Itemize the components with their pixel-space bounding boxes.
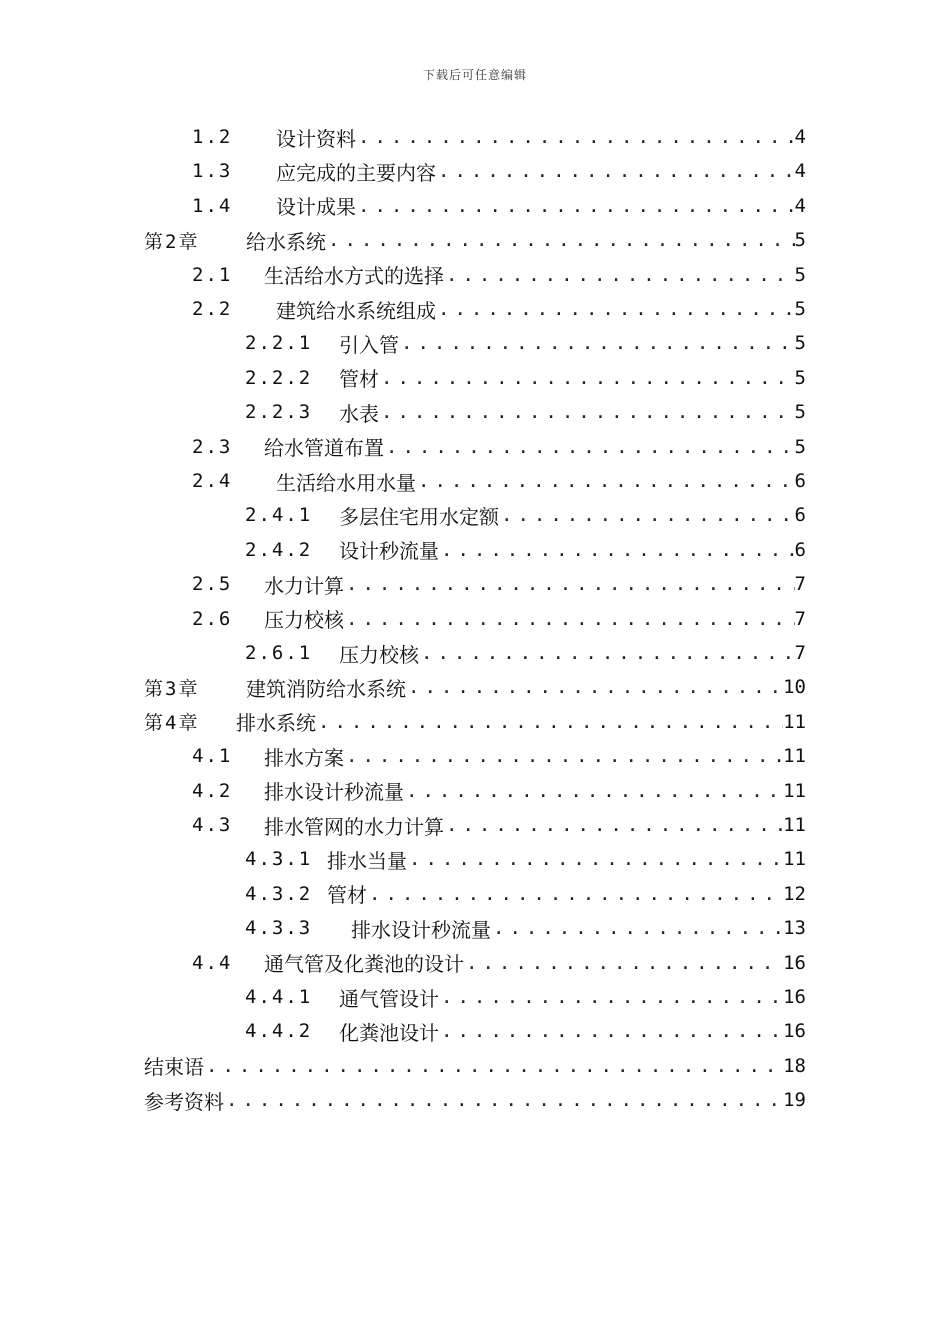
toc-entry-page: 4 <box>794 126 806 148</box>
toc-entry-number: 2.2.2 <box>245 366 313 389</box>
toc-entry-page: 11 <box>783 848 806 871</box>
toc-entry[interactable] <box>245 911 806 945</box>
toc-entry-title: 通气管及化粪池的设计 <box>264 952 464 977</box>
toc-entry-number: 4.4.1 <box>245 986 313 1008</box>
toc-entry-title: 水力计算 <box>264 573 344 598</box>
toc-entry[interactable] <box>245 498 806 532</box>
toc-entry[interactable] <box>192 739 806 773</box>
toc-entry-page: 11 <box>783 814 806 836</box>
toc-entry[interactable] <box>192 120 806 154</box>
toc-entry-page: 11 <box>783 710 806 733</box>
toc-dot-leader <box>367 883 783 905</box>
toc-entry-page: 18 <box>783 1054 806 1077</box>
toc-dot-leader <box>444 814 783 836</box>
toc-dot-leader <box>344 745 783 767</box>
toc-dot-leader <box>404 780 783 802</box>
toc-entry-title: 水表 <box>339 401 379 426</box>
toc-entry-title: 多层住宅用水定额 <box>339 504 499 529</box>
toc-entry-page: 5 <box>794 401 806 424</box>
toc-dot-leader <box>407 848 783 870</box>
toc-dot-leader <box>439 986 783 1008</box>
toc-entry-title: 排水当量 <box>327 848 407 873</box>
toc-entry[interactable] <box>192 292 806 326</box>
toc-entry-page: 5 <box>794 263 806 286</box>
toc-entry-title: 结束语 <box>144 1055 204 1080</box>
toc-entry[interactable] <box>245 877 806 911</box>
toc-entry-title: 建筑给水系统组成 <box>276 298 436 323</box>
toc-entry[interactable] <box>192 946 806 980</box>
toc-entry-title: 参考资料 <box>144 1089 224 1114</box>
toc-dot-leader <box>379 367 795 389</box>
toc-entry[interactable] <box>192 774 806 808</box>
toc-entry-page: 13 <box>783 917 806 940</box>
toc-entry-title: 排水设计秒流量 <box>264 780 404 805</box>
toc-entry-title: 压力校核 <box>339 642 419 667</box>
toc-entry-page: 16 <box>783 1020 806 1043</box>
toc-entry-number: 1.4 <box>192 194 233 217</box>
toc-entry-page: 6 <box>794 470 806 492</box>
toc-entry-number: 2.4.2 <box>245 538 313 561</box>
toc-entry[interactable] <box>245 1014 806 1048</box>
toc-entry[interactable] <box>144 1049 806 1083</box>
toc-entry-page: 16 <box>783 986 806 1008</box>
toc-dot-leader <box>491 917 783 939</box>
toc-dot-leader <box>344 573 795 595</box>
page-header: 下载后可任意编辑 <box>422 68 527 82</box>
toc-entry-number: 第4章 <box>144 712 200 735</box>
toc-entry-title: 管材 <box>339 367 379 392</box>
toc-entry-number: 第3章 <box>144 677 200 700</box>
toc-entry-number: 4.3 <box>192 814 233 836</box>
toc-entry-title: 生活给水方式的选择 <box>264 264 444 289</box>
toc-dot-leader <box>204 1055 783 1077</box>
toc-entry-number: 2.3 <box>192 435 233 458</box>
toc-entry[interactable] <box>245 533 806 567</box>
toc-entry-page: 5 <box>794 332 806 355</box>
toc-entry-number: 1.2 <box>192 126 233 148</box>
toc-entry-page: 6 <box>794 504 806 527</box>
toc-dot-leader <box>399 332 795 354</box>
toc-entry[interactable] <box>192 154 806 188</box>
toc-entry[interactable] <box>144 1083 806 1117</box>
toc-entry-title: 排水设计秒流量 <box>351 917 491 942</box>
toc-entry[interactable] <box>192 189 806 223</box>
toc-dot-leader <box>444 264 795 286</box>
toc-entry-number: 4.4 <box>192 951 233 974</box>
toc-entry-number: 2.6 <box>192 607 233 630</box>
toc-dot-leader <box>464 952 783 974</box>
toc-dot-leader <box>419 642 795 664</box>
toc-entry[interactable] <box>192 430 806 464</box>
toc-entry-number: 2.2 <box>192 298 233 320</box>
toc-entry-title: 给水系统 <box>246 229 326 254</box>
toc-entry-page: 6 <box>794 538 806 561</box>
toc-entry-page: 4 <box>794 194 806 217</box>
toc-dot-leader <box>439 539 795 561</box>
toc-entry-page: 7 <box>794 642 806 664</box>
toc-entry-page: 5 <box>794 298 806 320</box>
toc-entry-title: 排水系统 <box>236 711 316 736</box>
toc-entry[interactable] <box>192 808 806 842</box>
toc-entry-title: 建筑消防给水系统 <box>246 676 406 701</box>
toc-entry-title: 设计秒流量 <box>339 539 439 564</box>
toc-entry-number: 4.3.1 <box>245 848 313 871</box>
toc-dot-leader <box>344 608 795 630</box>
toc-entry[interactable] <box>245 980 806 1014</box>
toc-entry-page: 5 <box>794 366 806 389</box>
toc-entry[interactable] <box>245 636 806 670</box>
toc-dot-leader <box>416 470 795 492</box>
toc-dot-leader <box>384 436 795 458</box>
toc-entry-number: 2.1 <box>192 263 233 286</box>
toc-entry-number: 4.4.2 <box>245 1020 313 1043</box>
toc-entry[interactable] <box>144 670 806 704</box>
toc-entry-page: 12 <box>783 882 806 905</box>
toc-entry-title: 生活给水用水量 <box>276 470 416 495</box>
toc-dot-leader <box>439 1020 783 1042</box>
toc-entry-page: 16 <box>783 951 806 974</box>
toc-entry[interactable] <box>144 223 806 257</box>
toc-entry-page: 5 <box>794 229 806 252</box>
toc-entry[interactable] <box>245 842 806 876</box>
toc-dot-leader <box>436 298 795 320</box>
toc-entry-title: 管材 <box>327 883 367 908</box>
toc-entry-title: 通气管设计 <box>339 986 439 1011</box>
toc-entry-number: 4.2 <box>192 779 233 802</box>
toc-dot-leader <box>356 195 795 217</box>
toc-entry-page: 7 <box>794 607 806 630</box>
toc-entry-title: 引入管 <box>339 332 399 357</box>
toc-dot-leader <box>316 711 783 733</box>
toc-entry-page: 10 <box>783 676 806 699</box>
toc-entry-number: 2.6.1 <box>245 642 313 664</box>
toc-dot-leader <box>436 160 795 182</box>
toc-entry[interactable] <box>192 464 806 498</box>
toc-dot-leader <box>356 126 795 148</box>
toc-dot-leader <box>499 504 795 526</box>
toc-entry[interactable] <box>245 361 806 395</box>
toc-entry-number: 4.3.2 <box>245 882 313 905</box>
toc-entry-title: 设计资料 <box>276 126 356 151</box>
toc-entry-number: 4.1 <box>192 745 233 768</box>
toc-entry-title: 设计成果 <box>276 195 356 220</box>
toc-entry[interactable] <box>144 705 806 739</box>
toc-entry-number: 4.3.3 <box>245 917 313 940</box>
toc-dot-leader <box>406 676 783 698</box>
toc-entry-number: 2.4 <box>192 470 233 492</box>
toc-entry[interactable] <box>192 258 806 292</box>
toc-entry-number: 2.4.1 <box>245 504 313 527</box>
toc-entry[interactable] <box>245 326 806 360</box>
toc-entry-number: 第2章 <box>144 230 200 253</box>
toc-entry-title: 给水管道布置 <box>264 436 384 461</box>
toc-entry-page: 7 <box>794 573 806 596</box>
toc-entry-title: 压力校核 <box>264 608 344 633</box>
toc-dot-leader <box>326 229 795 251</box>
toc-entry-title: 排水方案 <box>264 745 344 770</box>
toc-dot-leader <box>224 1089 783 1111</box>
toc-entry-title: 应完成的主要内容 <box>276 160 436 185</box>
toc-dot-leader <box>379 401 795 423</box>
toc-entry-page: 11 <box>783 745 806 768</box>
toc-entry[interactable] <box>192 602 806 636</box>
toc-entry-number: 1.3 <box>192 160 233 183</box>
toc-entry-page: 11 <box>783 779 806 802</box>
toc-entry[interactable] <box>192 567 806 601</box>
toc-entry-number: 2.2.1 <box>245 332 313 355</box>
toc-entry-title: 化粪池设计 <box>339 1020 439 1045</box>
toc-entry-number: 2.2.3 <box>245 401 313 424</box>
toc-entry-page: 5 <box>794 435 806 458</box>
toc-entry-number: 2.5 <box>192 573 233 596</box>
toc-entry-title: 排水管网的水力计算 <box>264 814 444 839</box>
toc-entry-page: 4 <box>794 160 806 183</box>
toc-entry-page: 19 <box>783 1089 806 1112</box>
toc-entry[interactable] <box>245 395 806 429</box>
